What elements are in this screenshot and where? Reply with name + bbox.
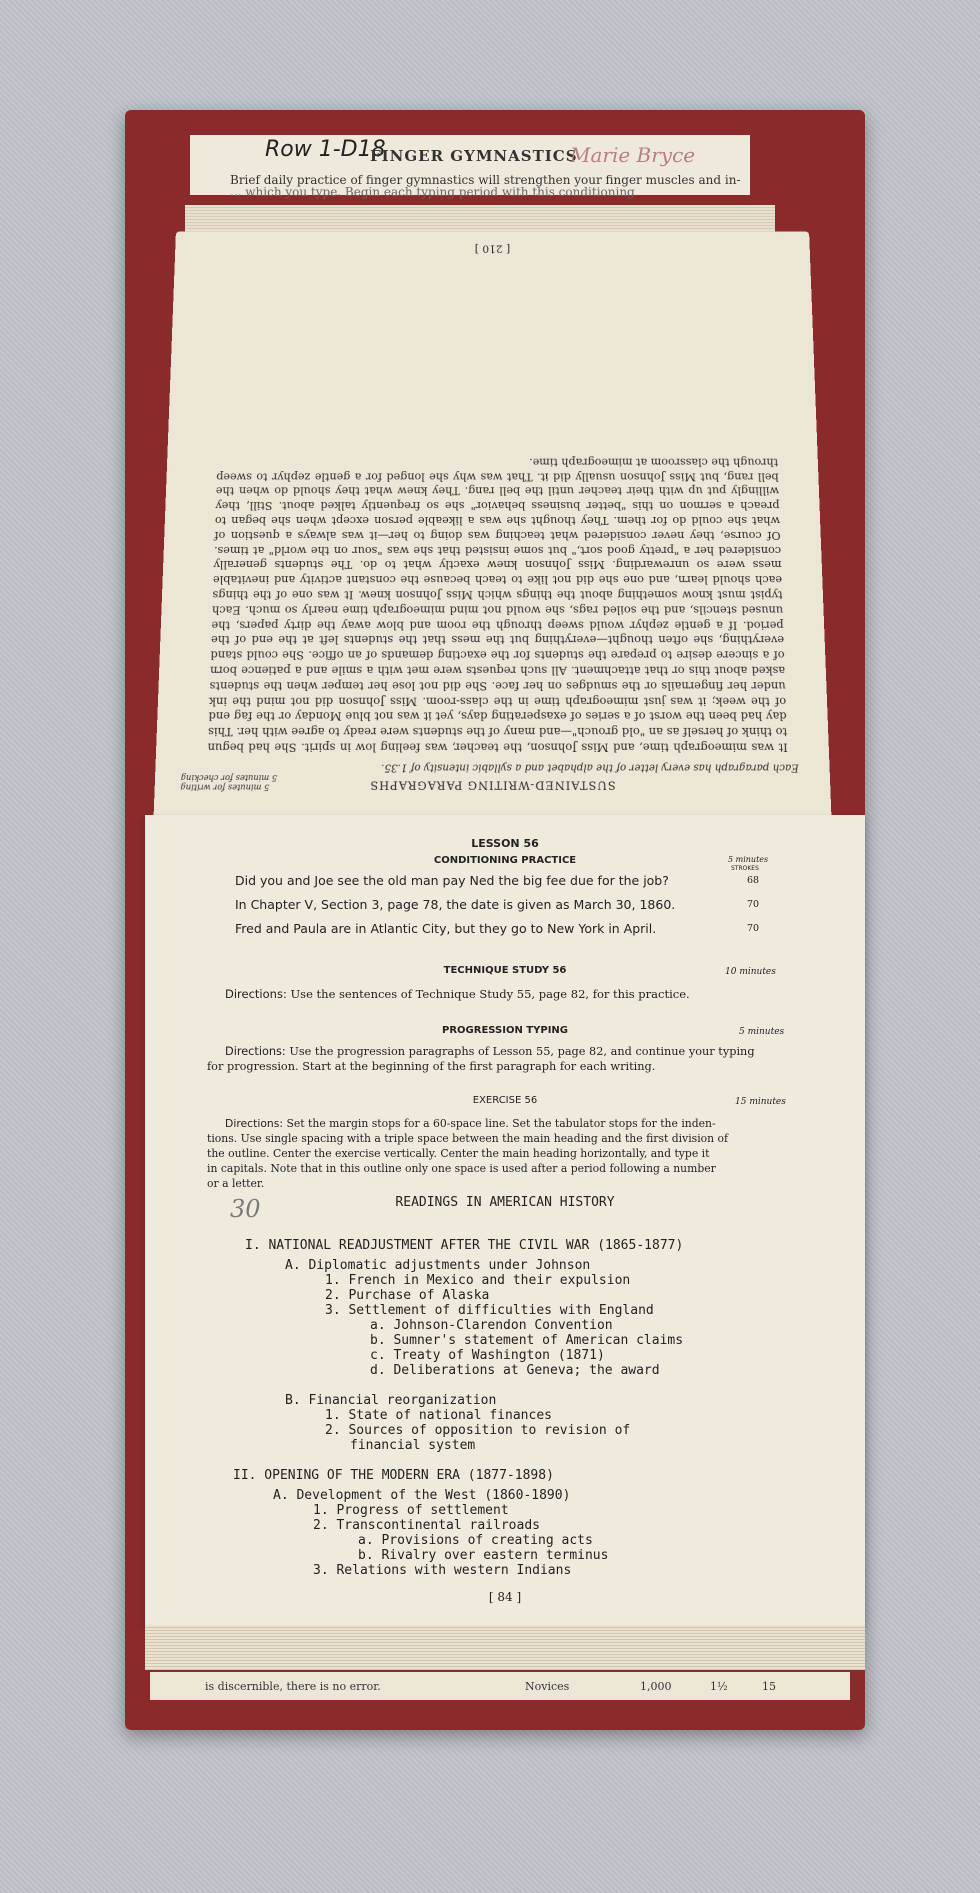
drill-strokes: 70	[747, 899, 760, 910]
page-stack-top	[185, 205, 775, 235]
outline-item: c. Treaty of Washington (1871)	[370, 1348, 605, 1363]
upper-page	[153, 232, 831, 824]
page-edges	[145, 1625, 865, 1670]
outline-item: b. Rivalry over eastern terminus	[358, 1548, 609, 1563]
strip-text: is discernible, there is no error.	[205, 1680, 381, 1693]
upper-body-text: It was mimeograph time, and Miss Johnson, the teacher, was feeling low in spirit. She had begun to think of herself as an "old grouch"—and many of the students were ready to agree with her. This day had been the worst of a series of exasperating days, yet it was not blue Monday or the fag end of the week; it was just mimeograph time in the class-room. Miss Johnson did not mind the ink under her fingernails or the smudges on her face. She did not lose her temper when the students asked about this or that attachment. All such requests were met with a smile and a patience born of a sincere desire to prepare the students for the exacting demands of an office. She could stand everything, she often thought—everything but the mess that the students left at the end of the period. If a gentle zephyr would sweep through the room and blow away the dirty papers, the unused stencils, and the soiled rags, she would not mind mimeograph time nearly so much. Each typist must know something about the things which Miss Johnson knew. It was one of the things each should learn, and one she did not like to teach because the constant activity and inevitable mess were so unrewarding. Miss Johnson knew exactly what to do. The students generally considered her a "pretty good sort," but some insisted that she was "sour on the world" at times. Of course, they never considered what teaching was doing to her—it was always a question of what she could do for them. They thought she was a likeable person except when she began to preach a sermon on this "better business behavior" she so frequently talked about. Still, they willingly put up with their teacher until the bell rang. They knew what they should do when the bell rang, but Miss Johnson usually did it. That was why she longed for a gentle zephyr to sweep through the classroom at mimeograph time.	[207, 455, 788, 755]
outline-item: B. Financial reorganization	[285, 1393, 497, 1408]
outline-item: II. OPENING OF THE MODERN ERA (1877-1898)	[233, 1468, 554, 1483]
note-title: FINGER GYMNASTICS	[370, 147, 578, 165]
outline-item: 1. Progress of settlement	[313, 1503, 509, 1518]
outline-item: A. Development of the West (1860-1890)	[273, 1488, 571, 1503]
upper-page-number: [ 210 ]	[474, 242, 511, 255]
outline-item: 2. Purchase of Alaska	[325, 1288, 490, 1303]
directions-text: Use the sentences of Technique Study 55, page 82, for this practice.	[290, 987, 690, 1001]
outline-item: I. NATIONAL READJUSTMENT AFTER THE CIVIL WAR (1865-1877)	[245, 1238, 684, 1253]
strokes-label: STROKES	[731, 865, 759, 872]
upper-timing: 5 minutes for writing 5 minutes for checking	[180, 773, 278, 793]
technique-title: TECHNIQUE STUDY 56	[443, 965, 567, 976]
progression-title: PROGRESSION TYPING	[442, 1025, 568, 1036]
drill-strokes: 70	[747, 923, 760, 934]
readings-title: READINGS IN AMERICAN HISTORY	[395, 1195, 615, 1210]
directions-label: Directions:	[225, 987, 287, 1001]
outline-item: 3. Relations with western Indians	[313, 1563, 572, 1578]
directions-text: Set the margin stops for a 60-space line. Set the tabulator stops for the inden-	[286, 1117, 716, 1130]
outline-item: 1. State of national finances	[325, 1408, 552, 1423]
progression-time: 5 minutes	[739, 1027, 785, 1037]
lower-page	[145, 815, 865, 1625]
outline-item: a. Johnson-Clarendon Convention	[370, 1318, 613, 1333]
outline-item: A. Diplomatic adjustments under Johnson	[285, 1258, 591, 1273]
strip-number: 15	[762, 1680, 776, 1693]
note-line: Brief daily practice of finger gymnastics will strengthen your finger muscles and in-	[230, 173, 741, 187]
outline-item: 1. French in Mexico and their expulsion	[325, 1273, 631, 1288]
drill-line: In Chapter V, Section 3, page 78, the date is given as March 30, 1860.	[235, 897, 676, 912]
outline-item: a. Provisions of creating acts	[358, 1533, 593, 1548]
strip-number: 1,000	[640, 1680, 672, 1693]
directions-line: tions. Use single spacing with a triple space between the main heading and the first division of	[207, 1132, 729, 1145]
conditioning-time: 5 minutes	[728, 855, 769, 864]
drill-line: Did you and Joe see the old man pay Ned the big fee due for the job?	[235, 873, 669, 888]
outline-item: 3. Settlement of difficulties with England	[325, 1303, 654, 1318]
strip-number: 1½	[710, 1680, 728, 1693]
lower-page-number: [ 84 ]	[488, 1590, 522, 1604]
outline-item: 2. Transcontinental railroads	[313, 1518, 540, 1533]
handwritten-row: Row 1-D18	[265, 137, 386, 162]
conditioning-title: CONDITIONING PRACTICE	[433, 855, 577, 866]
handwritten-name: Marie Bryce	[570, 143, 696, 167]
exercise-title: EXERCISE 56	[472, 1095, 538, 1106]
directions-line: the outline. Center the exercise vertically. Center the main heading horizontally, and type it	[207, 1147, 710, 1160]
outline-item: b. Sumner's statement of American claims	[370, 1333, 684, 1348]
handwritten-margin: 30	[230, 1195, 261, 1223]
directions-label: Directions:	[225, 1117, 284, 1130]
upper-page-rotated	[153, 232, 831, 824]
directions-line: in capitals. Note that in this outline only one space is used after a period following a number	[207, 1162, 716, 1175]
outline-item: financial system	[350, 1438, 476, 1453]
drill-line: Fred and Paula are in Atlantic City, but they go to New York in April.	[235, 921, 657, 936]
upper-heading: SUSTAINED-WRITING PARAGRAPHS	[369, 778, 616, 793]
lesson-title: LESSON 56	[471, 837, 539, 850]
progression-directions	[225, 1045, 755, 1058]
exercise-directions	[225, 1117, 716, 1130]
technique-directions	[225, 987, 690, 1001]
bottom-page-strip	[150, 1672, 850, 1700]
directions-line: or a letter.	[207, 1177, 265, 1190]
upper-subheading: Each paragraph has every letter of the alphabet and a syllabic intensity of 1.35.	[381, 761, 799, 774]
outline-item: d. Deliberations at Geneva; the award	[370, 1363, 660, 1378]
loose-note-sheet	[190, 135, 750, 199]
note-line-2: ... which you type. Begin each typing period with this conditioning	[230, 185, 635, 199]
exercise-time: 15 minutes	[735, 1097, 786, 1107]
strip-novices: Novices	[525, 1680, 570, 1693]
technique-time: 10 minutes	[725, 967, 776, 977]
drill-strokes: 68	[747, 875, 760, 886]
directions-text-cont: for progression. Start at the beginning of the first paragraph for each writing.	[207, 1060, 656, 1073]
directions-text: Use the progression paragraphs of Lesson 55, page 82, and continue your typing	[289, 1045, 755, 1058]
outline-item: 2. Sources of opposition to revision of	[325, 1423, 631, 1438]
directions-label: Directions:	[225, 1045, 286, 1058]
